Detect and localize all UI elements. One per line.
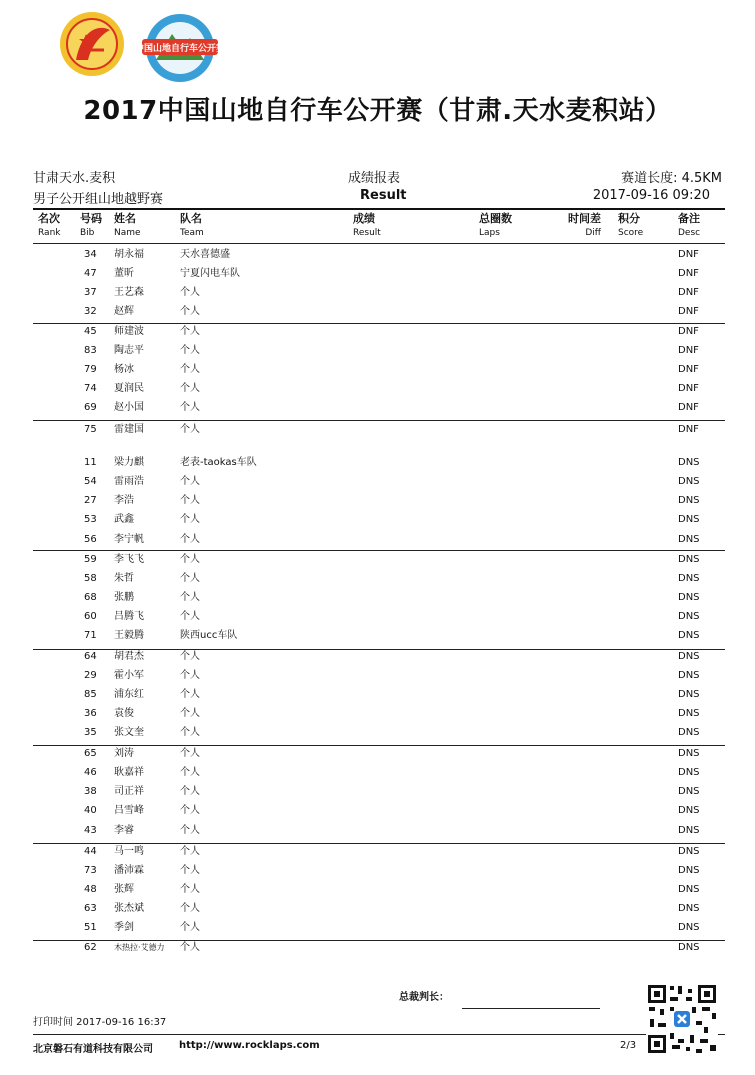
name-cell: 张鹏 — [114, 592, 134, 603]
team-cell: 老表-taokas车队 — [180, 457, 257, 468]
bib-cell: 37 — [84, 287, 97, 298]
table-row — [0, 938, 755, 957]
table-row — [0, 569, 755, 588]
name-cell: 浦东红 — [114, 689, 144, 700]
website-link[interactable]: http://www.rocklaps.com — [179, 1040, 320, 1051]
table-row — [0, 491, 755, 510]
name-cell: 雷建国 — [114, 424, 144, 435]
bib-cell: 65 — [84, 748, 97, 759]
col-desc: 备注 Desc — [678, 212, 701, 238]
name-cell: 司正祥 — [114, 786, 144, 797]
desc-cell: DNS — [678, 670, 700, 681]
report-title-en: Result — [360, 188, 407, 203]
table-row — [0, 453, 755, 472]
bib-cell: 46 — [84, 767, 97, 778]
bib-cell: 75 — [84, 424, 97, 435]
desc-cell: DNS — [678, 630, 700, 641]
desc-cell: DNS — [678, 786, 700, 797]
bib-cell: 29 — [84, 670, 97, 681]
table-row — [0, 626, 755, 645]
table-row — [0, 763, 755, 782]
desc-cell: DNS — [678, 611, 700, 622]
name-cell: 夏润民 — [114, 383, 144, 394]
footer-rule — [33, 1034, 725, 1035]
col-laps: 总圈数 Laps — [479, 212, 512, 238]
desc-cell: DNS — [678, 457, 700, 468]
qr-code-icon — [646, 983, 718, 1055]
table-row — [0, 801, 755, 820]
team-cell: 个人 — [180, 727, 200, 738]
desc-cell: DNS — [678, 534, 700, 545]
header-top-rule — [33, 208, 725, 210]
bib-cell: 64 — [84, 651, 97, 662]
bib-cell: 59 — [84, 554, 97, 565]
table-row — [0, 341, 755, 360]
name-cell: 张辉 — [114, 884, 134, 895]
desc-cell: DNS — [678, 846, 700, 857]
team-cell: 个人 — [180, 424, 200, 435]
name-cell: 吕腾飞 — [114, 611, 144, 622]
desc-cell: DNF — [678, 364, 699, 375]
desc-cell: DNS — [678, 573, 700, 584]
bib-cell: 74 — [84, 383, 97, 394]
team-cell: 个人 — [180, 592, 200, 603]
bib-cell: 47 — [84, 268, 97, 279]
name-cell: 刘涛 — [114, 748, 134, 759]
location: 甘肃天水.麦积 — [33, 171, 116, 186]
desc-cell: DNS — [678, 825, 700, 836]
name-cell: 陶志平 — [114, 345, 144, 356]
table-row — [0, 283, 755, 302]
team-cell: 个人 — [180, 884, 200, 895]
bib-cell: 63 — [84, 903, 97, 914]
table-row — [0, 782, 755, 801]
bib-cell: 51 — [84, 922, 97, 933]
name-cell: 梁力麒 — [114, 457, 144, 468]
chief-referee-label: 总裁判长： — [399, 992, 449, 1003]
team-cell: 个人 — [180, 942, 200, 953]
desc-cell: DNS — [678, 767, 700, 778]
desc-cell: DNF — [678, 268, 699, 279]
name-cell: 雷雨浩 — [114, 476, 144, 487]
desc-cell: DNS — [678, 592, 700, 603]
table-row — [0, 744, 755, 763]
col-diff: 时间差 Diff — [568, 212, 601, 238]
table-row — [0, 472, 755, 491]
team-cell: 个人 — [180, 651, 200, 662]
table-row — [0, 607, 755, 626]
table-row — [0, 398, 755, 417]
table-row — [0, 861, 755, 880]
team-cell: 个人 — [180, 922, 200, 933]
table-row — [0, 723, 755, 742]
bib-cell: 85 — [84, 689, 97, 700]
bib-cell: 45 — [84, 326, 97, 337]
table-row — [0, 899, 755, 918]
name-cell: 胡君杰 — [114, 651, 144, 662]
team-cell: 个人 — [180, 805, 200, 816]
name-cell: 师建波 — [114, 326, 144, 337]
name-cell: 吕雪峰 — [114, 805, 144, 816]
name-cell: 朱哲 — [114, 573, 134, 584]
bib-cell: 54 — [84, 476, 97, 487]
name-cell: 王毅腾 — [114, 630, 144, 641]
table-row — [0, 510, 755, 529]
desc-cell: DNS — [678, 922, 700, 933]
name-cell: 李飞飞 — [114, 554, 144, 565]
name-cell: 李宁帆 — [114, 534, 144, 545]
team-cell: 个人 — [180, 476, 200, 487]
bib-cell: 38 — [84, 786, 97, 797]
team-cell: 个人 — [180, 383, 200, 394]
desc-cell: DNS — [678, 495, 700, 506]
team-cell: 个人 — [180, 708, 200, 719]
table-row — [0, 530, 755, 549]
name-cell: 马一鸣 — [114, 846, 144, 857]
bib-cell: 83 — [84, 345, 97, 356]
team-cell: 个人 — [180, 514, 200, 525]
team-cell: 个人 — [180, 326, 200, 337]
name-cell: 袁俊 — [114, 708, 134, 719]
bib-cell: 79 — [84, 364, 97, 375]
col-rank: 名次 Rank — [38, 212, 61, 238]
bib-cell: 53 — [84, 514, 97, 525]
table-row — [0, 666, 755, 685]
team-cell: 个人 — [180, 554, 200, 565]
team-cell: 个人 — [180, 903, 200, 914]
desc-cell: DNF — [678, 326, 699, 337]
team-cell: 个人 — [180, 306, 200, 317]
desc-cell: DNF — [678, 424, 699, 435]
page-number: 2/3 — [620, 1040, 637, 1051]
table-row — [0, 550, 755, 569]
bib-cell: 32 — [84, 306, 97, 317]
team-cell: 个人 — [180, 689, 200, 700]
course-length: 赛道长度: 4.5KM — [621, 171, 722, 186]
desc-cell: DNF — [678, 383, 699, 394]
table-row — [0, 245, 755, 264]
col-bib: 号码 Bib — [80, 212, 102, 238]
desc-cell: DNS — [678, 514, 700, 525]
print-time: 打印时间 2017-09-16 16:37 — [33, 1017, 167, 1028]
bib-cell: 43 — [84, 825, 97, 836]
china-mtb-series-logo — [132, 12, 228, 84]
logo-banner-text: 中国山地自行车公开赛 — [134, 44, 226, 54]
col-name: 姓名 Name — [114, 212, 141, 238]
bib-cell: 62 — [84, 942, 97, 953]
team-cell: 个人 — [180, 767, 200, 778]
desc-cell: DNF — [678, 306, 699, 317]
name-cell: 王艺森 — [114, 287, 144, 298]
bib-cell: 27 — [84, 495, 97, 506]
team-cell: 个人 — [180, 287, 200, 298]
event-title: 2017中国山地自行车公开赛（甘肃.天水麦积站） — [83, 96, 672, 126]
name-cell: 武鑫 — [114, 514, 134, 525]
name-cell: 赵辉 — [114, 306, 134, 317]
bib-cell: 36 — [84, 708, 97, 719]
desc-cell: DNS — [678, 942, 700, 953]
name-cell: 李睿 — [114, 825, 134, 836]
desc-cell: DNS — [678, 727, 700, 738]
desc-cell: DNF — [678, 402, 699, 413]
table-row — [0, 880, 755, 899]
name-cell: 耿嘉祥 — [114, 767, 144, 778]
desc-cell: DNS — [678, 865, 700, 876]
bib-cell: 60 — [84, 611, 97, 622]
company-name: 北京磐石有道科技有限公司 — [33, 1044, 153, 1055]
name-cell: 董昕 — [114, 268, 134, 279]
desc-cell: DNS — [678, 884, 700, 895]
table-row — [0, 704, 755, 723]
desc-cell: DNS — [678, 708, 700, 719]
name-cell: 季剑 — [114, 922, 134, 933]
name-cell: 潘沛霖 — [114, 865, 144, 876]
bib-cell: 40 — [84, 805, 97, 816]
col-team: 队名 Team — [180, 212, 204, 238]
team-cell: 个人 — [180, 495, 200, 506]
desc-cell: DNS — [678, 748, 700, 759]
table-row — [0, 379, 755, 398]
name-cell: 张文奎 — [114, 727, 144, 738]
cycling-association-logo — [52, 10, 132, 78]
desc-cell: DNS — [678, 651, 700, 662]
table-row — [0, 360, 755, 379]
team-cell: 个人 — [180, 865, 200, 876]
table-row — [0, 588, 755, 607]
team-cell: 个人 — [180, 534, 200, 545]
team-cell: 个人 — [180, 748, 200, 759]
team-cell: 个人 — [180, 364, 200, 375]
table-row — [0, 918, 755, 937]
team-cell: 天水喜德盛 — [180, 249, 230, 260]
report-datetime: 2017-09-16 09:20 — [592, 188, 710, 203]
table-row — [0, 322, 755, 341]
bib-cell: 58 — [84, 573, 97, 584]
bib-cell: 69 — [84, 402, 97, 413]
bib-cell: 35 — [84, 727, 97, 738]
name-cell: 李浩 — [114, 495, 134, 506]
bib-cell: 44 — [84, 846, 97, 857]
bib-cell: 68 — [84, 592, 97, 603]
desc-cell: DNS — [678, 689, 700, 700]
header-bottom-rule — [33, 243, 725, 244]
bib-cell: 73 — [84, 865, 97, 876]
team-cell: 个人 — [180, 345, 200, 356]
desc-cell: DNF — [678, 249, 699, 260]
desc-cell: DNS — [678, 476, 700, 487]
bib-cell: 56 — [84, 534, 97, 545]
team-cell: 个人 — [180, 846, 200, 857]
team-cell: 个人 — [180, 573, 200, 584]
desc-cell: DNF — [678, 287, 699, 298]
table-row — [0, 821, 755, 840]
table-row — [0, 420, 755, 439]
bib-cell: 11 — [84, 457, 97, 468]
desc-cell: DNS — [678, 554, 700, 565]
table-row — [0, 302, 755, 321]
name-cell: 木热拉·艾德力 — [114, 943, 165, 952]
col-score: 积分 Score — [618, 212, 644, 238]
desc-cell: DNS — [678, 805, 700, 816]
table-row — [0, 842, 755, 861]
team-cell: 陕西ucc车队 — [180, 630, 238, 641]
table-row — [0, 264, 755, 283]
desc-cell: DNF — [678, 345, 699, 356]
name-cell: 胡永福 — [114, 249, 144, 260]
table-row — [0, 647, 755, 666]
signature-line — [462, 1008, 600, 1009]
name-cell: 张杰斌 — [114, 903, 144, 914]
col-result: 成绩 Result — [353, 212, 381, 238]
bib-cell: 71 — [84, 630, 97, 641]
category: 男子公开组山地越野赛 — [33, 192, 164, 207]
team-cell: 个人 — [180, 825, 200, 836]
team-cell: 个人 — [180, 611, 200, 622]
team-cell: 个人 — [180, 402, 200, 413]
report-title-cn: 成绩报表 — [348, 171, 401, 186]
table-row — [0, 685, 755, 704]
desc-cell: DNS — [678, 903, 700, 914]
bib-cell: 34 — [84, 249, 97, 260]
team-cell: 宁夏闪电车队 — [180, 268, 240, 279]
team-cell: 个人 — [180, 786, 200, 797]
name-cell: 霍小军 — [114, 670, 144, 681]
team-cell: 个人 — [180, 670, 200, 681]
name-cell: 杨冰 — [114, 364, 134, 375]
bib-cell: 48 — [84, 884, 97, 895]
name-cell: 赵小国 — [114, 402, 144, 413]
